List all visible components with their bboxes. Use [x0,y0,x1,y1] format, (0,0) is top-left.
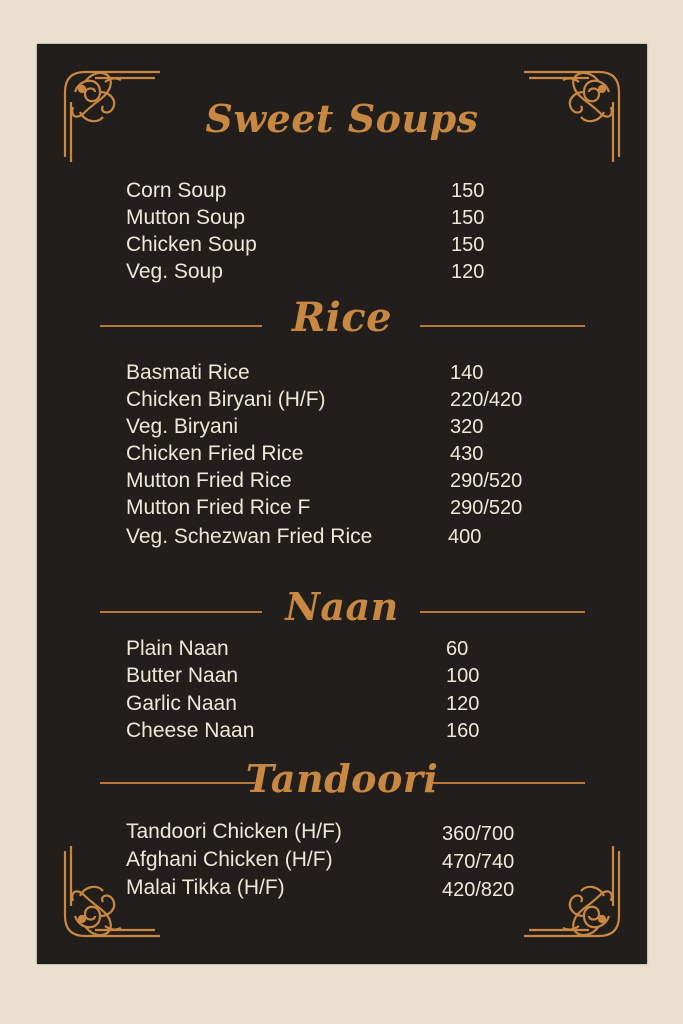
menu-item-price: 360/700 [442,823,515,845]
menu-item-price: 150 [451,234,485,256]
menu-item-price: 120 [451,261,485,283]
menu-item-price: 470/740 [442,851,515,873]
menu-item-name: Veg. Soup [126,260,223,283]
menu-item-name: Chicken Biryani (H/F) [126,388,326,411]
menu-item-price: 220/420 [450,389,523,411]
section-title-rice: Rice [291,294,393,341]
menu-item-name: Mutton Soup [126,206,246,229]
menu-item-name: Veg. Schezwan Fried Rice [126,525,373,548]
menu-item-price: 420/820 [442,879,515,901]
menu-item-name: Veg. Biryani [126,415,239,438]
menu-item-name: Afghani Chicken (H/F) [126,848,333,871]
menu-item-price: 400 [448,526,482,548]
menu-item-price: 60 [446,638,469,660]
menu-item-name: Chicken Fried Rice [126,442,304,465]
menu-item-name: Mutton Fried Rice F [126,496,311,519]
menu-item-name: Plain Naan [126,637,229,660]
menu-item-price: 290/520 [450,497,523,519]
menu-item-name: Butter Naan [126,664,239,687]
menu-item-price: 150 [451,207,485,229]
menu-item-name: Cheese Naan [126,719,255,742]
section-title-sweet-soups: Sweet Soups [205,96,479,141]
menu-item-price: 140 [450,362,484,384]
menu-item-price: 160 [446,720,480,742]
menu-item-name: Garlic Naan [126,692,237,715]
corner-ornament-icon [519,836,629,946]
menu-item-price: 150 [451,180,485,202]
menu-item-name: Chicken Soup [126,233,257,256]
menu-item-price: 120 [446,693,480,715]
menu-item-price: 320 [450,416,484,438]
menu-item-name: Corn Soup [126,179,227,202]
menu-item-price: 290/520 [450,470,523,492]
menu-item-name: Malai Tikka (H/F) [126,876,285,899]
menu-board [37,44,647,964]
menu-item-name: Basmati Rice [126,361,250,384]
menu-item-name: Tandoori Chicken (H/F) [126,820,342,843]
menu-item-price: 100 [446,665,480,687]
section-title-tandoori: Tandoori [245,756,439,801]
menu-item-price: 430 [450,443,484,465]
section-title-naan: Naan [285,584,399,629]
menu-item-name: Mutton Fried Rice [126,469,292,492]
